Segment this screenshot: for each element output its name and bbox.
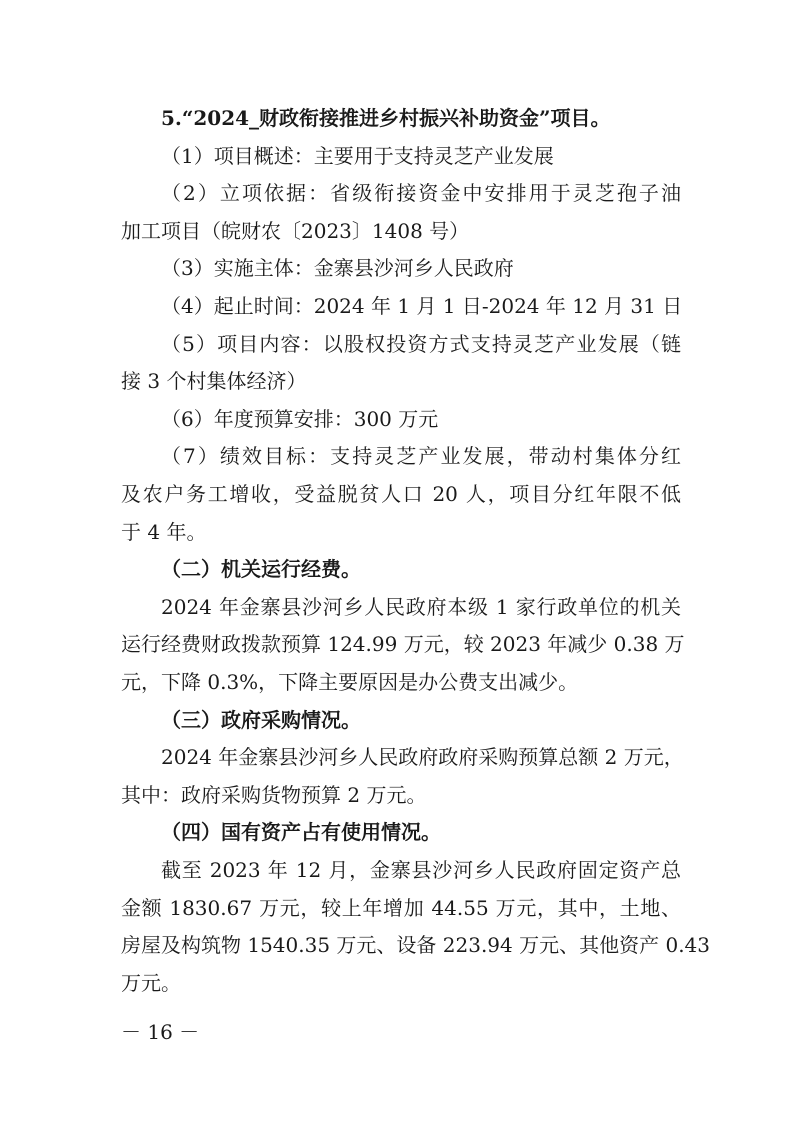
project-heading: 5.“2024_财政衔接推进乡村振兴补助资金”项目。 (161, 106, 611, 130)
paragraph-line: 金额 1830.67 万元，较上年增加 44.55 万元，其中，土地、 (121, 895, 681, 920)
item-basis: （2）立项依据：省级衔接资金中安排用于灵芝孢子油 (161, 181, 681, 206)
paragraph-line: 截至 2023 年 12 月，金寨县沙河乡人民政府固定资产总 (161, 858, 681, 882)
item-overview: （1）项目概述：主要用于支持灵芝产业发展 (161, 143, 554, 168)
section-title-assets: （四）国有资产占有使用情况。 (161, 820, 441, 845)
item-content-cont: 接 3 个村集体经济） (121, 369, 307, 394)
page-number: － 16 － (121, 1020, 200, 1044)
item-goal-end: 于 4 年。 (121, 519, 207, 544)
paragraph-line: 房屋及构筑物 1540.35 万元、设备 223.94 万元、其他资产 0.43 (121, 933, 711, 958)
item-basis-cont: 加工项目（皖财农〔2023〕1408 号） (121, 218, 470, 243)
item-goal: （7）绩效目标：支持灵芝产业发展，带动村集体分红 (161, 444, 681, 469)
item-implementer: （3）实施主体：金寨县沙河乡人民政府 (161, 256, 514, 281)
paragraph-line: 万元。 (121, 970, 181, 995)
paragraph-line: 2024 年金寨县沙河乡人民政府本级 1 家行政单位的机关 (161, 594, 681, 619)
section-title-procurement: （三）政府采购情况。 (161, 707, 361, 732)
paragraph-line: 元，下降 0.3%，下降主要原因是办公费支出减少。 (121, 670, 579, 694)
paragraph-line: 运行经费财政拨款预算 124.99 万元，较 2023 年减少 0.38 万 (121, 632, 685, 657)
paragraph-line: 2024 年金寨县沙河乡人民政府政府采购预算总额 2 万元， (161, 745, 684, 770)
item-goal-cont: 及农户务工增收，受益脱贫人口 20 人，项目分红年限不低 (121, 482, 681, 506)
item-content: （5）项目内容：以股权投资方式支持灵芝产业发展（链 (161, 331, 681, 356)
item-budget: （6）年度预算安排：300 万元 (161, 406, 439, 431)
paragraph-line: 其中：政府采购货物预算 2 万元。 (121, 782, 427, 807)
section-title-operating-costs: （二）机关运行经费。 (161, 557, 361, 582)
item-period: （4）起止时间：2024 年 1 月 1 日-2024 年 12 月 31 日 (161, 294, 683, 318)
